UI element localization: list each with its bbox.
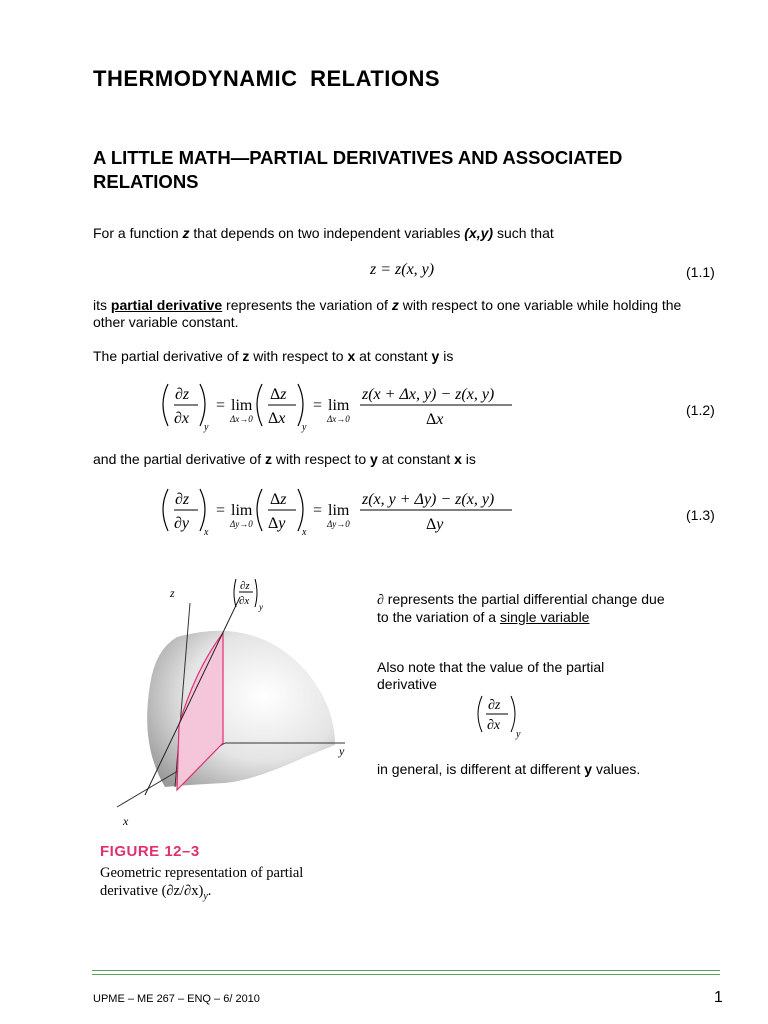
text: at constant: [377, 451, 455, 467]
svg-text:∂x: ∂x: [239, 595, 250, 607]
equation-1-2: [160, 378, 540, 436]
svg-text:=: =: [313, 502, 323, 519]
text: represents the partial differential change due to the variation of a: [377, 591, 665, 625]
svg-text:Δy: Δy: [426, 516, 444, 533]
svg-text:=: =: [313, 397, 323, 414]
side-note-partial-symbol: [377, 591, 677, 626]
intro-vars-xy: (x,y): [464, 225, 494, 241]
svg-text:y: y: [259, 602, 263, 612]
footer-text: UPME – ME 267 – ENQ – 6/ 2010: [93, 993, 260, 1005]
pd-x-intro: [93, 348, 683, 365]
side-note-also: Also note that the value of the partial derivative: [377, 659, 605, 692]
equation-1-1: z = z(x, y): [370, 261, 435, 278]
svg-text:lim: lim: [231, 397, 253, 414]
caption-text: Geometric representation of partial derivative (∂z/∂x): [100, 865, 304, 899]
partial-symbol: ∂: [377, 593, 384, 608]
text: its: [93, 297, 111, 313]
svg-text:∂x: ∂x: [487, 718, 501, 733]
z-axis-label: z: [170, 586, 175, 600]
text-underlined: single variable: [499, 609, 590, 625]
text: is: [461, 451, 476, 467]
intro-text: that depends on two independent variables: [189, 225, 465, 241]
svg-text:y: y: [302, 422, 307, 433]
side-partial-derivative-symbol: [476, 692, 536, 742]
svg-text:Δy→0: Δy→0: [230, 519, 253, 529]
var-z: z: [265, 451, 272, 467]
svg-text:Δy: Δy: [268, 515, 286, 532]
svg-text:∂z: ∂z: [175, 491, 190, 508]
svg-text:Δz: Δz: [270, 491, 287, 508]
equation-number-1-1: (1.1): [686, 264, 715, 280]
text: with respect to: [272, 451, 371, 467]
surface-dome: [147, 631, 335, 787]
var-y: y: [431, 348, 440, 364]
footer-rule-top: [92, 970, 720, 971]
svg-text:z(x + Δx, y) − z(x, y): z(x + Δx, y) − z(x, y): [362, 386, 495, 403]
svg-text:y: y: [204, 422, 209, 433]
var-z: z: [391, 297, 399, 313]
var-z: z: [242, 348, 250, 364]
intro-var-z: z: [182, 225, 190, 241]
svg-text:Δx: Δx: [268, 410, 286, 427]
partial-definition-paragraph: [93, 297, 683, 331]
text: The partial derivative of: [93, 348, 243, 364]
text: with respect to one variable while holding the other variable constant.: [93, 297, 682, 330]
text: in general, is different at different: [377, 761, 585, 777]
svg-text:lim: lim: [328, 397, 350, 414]
equation-1-3: [160, 483, 540, 541]
intro-paragraph: [93, 225, 683, 242]
text: at constant: [355, 348, 432, 364]
section-heading: A LITTLE MATH—PARTIAL DERIVATIVES AND ASSOCIATED RELATIONS: [93, 147, 623, 192]
svg-text:Δz: Δz: [270, 386, 287, 403]
caption-subscript: y: [203, 890, 208, 902]
var-x: x: [347, 348, 356, 364]
figure-caption: [100, 864, 360, 906]
tangent-label: [234, 579, 263, 612]
var-y: y: [584, 761, 593, 777]
svg-text:x: x: [204, 527, 209, 538]
svg-text:z(x, y + Δy) − z(x, y): z(x, y + Δy) − z(x, y): [362, 491, 495, 508]
text: represents the variation of: [222, 297, 392, 313]
var-x: x: [454, 451, 462, 467]
svg-text:Δx→0: Δx→0: [327, 414, 350, 424]
svg-text:x: x: [302, 527, 307, 538]
svg-text:y: y: [516, 729, 521, 740]
svg-text:∂z: ∂z: [175, 386, 190, 403]
text: values.: [592, 761, 641, 777]
var-y: y: [370, 451, 378, 467]
page-number: 1: [714, 989, 723, 1006]
svg-text:=: =: [216, 502, 226, 519]
intro-text: such that: [493, 225, 554, 241]
text: is: [439, 348, 454, 364]
y-axis-label: y: [339, 744, 345, 758]
pd-y-intro: [93, 451, 683, 468]
term-partial-derivative: partial derivative: [110, 297, 223, 313]
svg-text:lim: lim: [231, 502, 253, 519]
svg-text:∂z: ∂z: [488, 698, 501, 713]
svg-text:∂x: ∂x: [174, 410, 190, 427]
x-axis-label: x: [123, 814, 129, 828]
text: and the partial derivative of: [93, 451, 265, 467]
equation-number-1-2: (1.2): [686, 402, 715, 418]
caption-end: .: [207, 883, 212, 899]
svg-text:∂z: ∂z: [240, 580, 250, 592]
svg-text:lim: lim: [328, 502, 350, 519]
figure-label: FIGURE 12–3: [100, 843, 200, 860]
page-title: THERMODYNAMIC RELATIONS: [93, 66, 441, 91]
figure-partial-derivative-diagram: [95, 575, 365, 840]
svg-text:Δx: Δx: [426, 411, 444, 428]
text: with respect to: [249, 348, 348, 364]
equation-number-1-3: (1.3): [686, 507, 715, 523]
svg-text:Δy→0: Δy→0: [327, 519, 350, 529]
footer-rule-bottom: [92, 974, 720, 975]
intro-text: For a function: [93, 225, 183, 241]
svg-text:∂y: ∂y: [174, 515, 190, 532]
svg-text:Δx→0: Δx→0: [230, 414, 253, 424]
side-note-different: [377, 761, 677, 778]
svg-text:=: =: [216, 397, 226, 414]
